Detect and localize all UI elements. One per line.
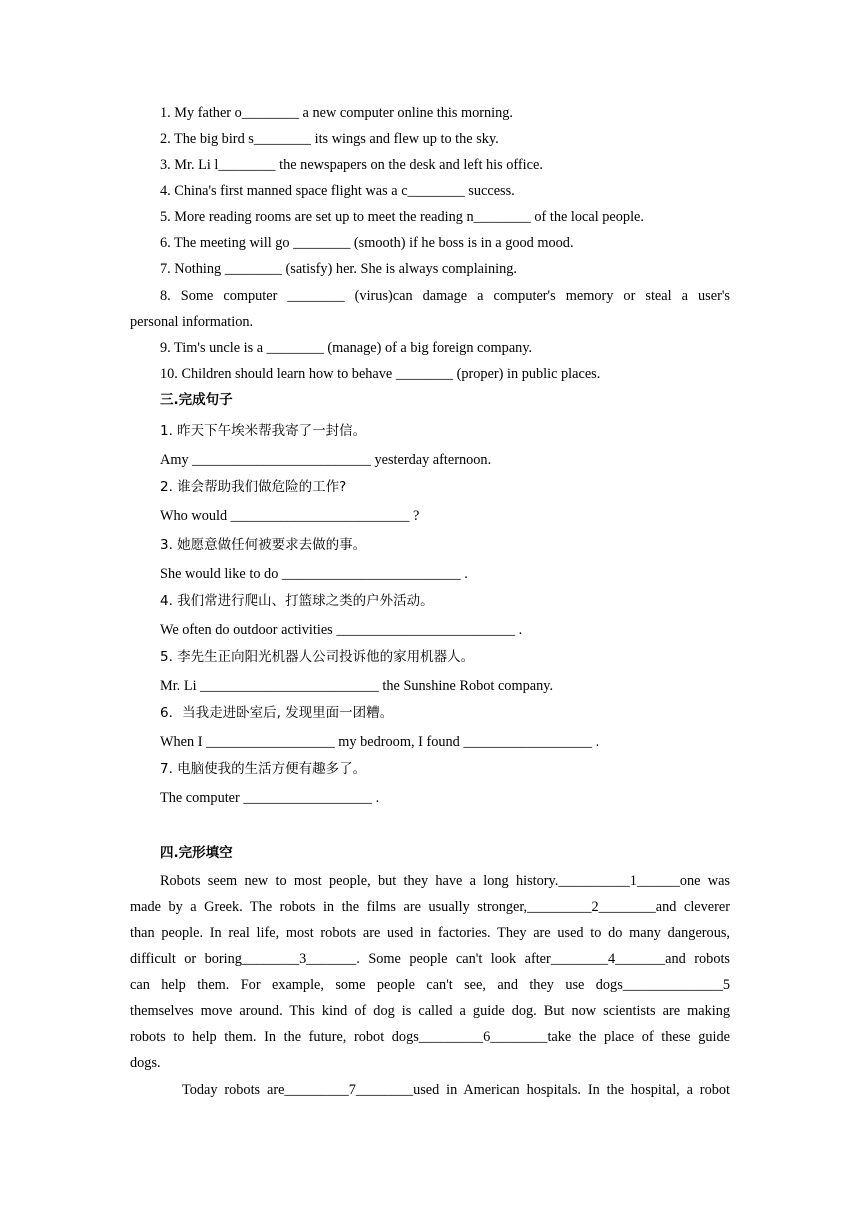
sentence-7-english: The computer __________________ .	[160, 790, 380, 806]
sentence-1-english: Amy _________________________ yesterday afternoon.	[160, 452, 492, 468]
sentence-4-english: We often do outdoor activities _________________________ .	[160, 622, 523, 638]
cloze-line-7: robots to help them. In the future, robot dogs_________6________take the place of these guide	[130, 1029, 730, 1045]
cloze-line-3: than people. In real life, most robots are used in factories. They are used to do many dangerous,	[130, 925, 730, 941]
exercise-item-7: 7. Nothing ________ (satisfy) her. She is always complaining.	[160, 261, 517, 277]
cloze-line-6: themselves move around. This kind of dog is called a guide dog. But now scientists are making	[130, 1003, 730, 1019]
section-4-heading: 四.完形填空	[160, 845, 233, 861]
exercise-item-10: 10. Children should learn how to behave ________ (proper) in public places.	[160, 366, 601, 382]
sentence-6-english: When I __________________ my bedroom, I found __________________ .	[160, 734, 600, 750]
exercise-item-9: 9. Tim's uncle is a ________ (manage) of a big foreign company.	[160, 340, 533, 356]
cloze-line-4: difficult or boring________3_______. Some people can't look after________4_______and robots	[130, 951, 730, 967]
exercise-item-1: 1. My father o________ a new computer online this morning.	[160, 105, 513, 121]
section-3-heading: 三.完成句子	[160, 392, 233, 408]
exercise-item-8-continued: personal information.	[130, 314, 254, 330]
sentence-3-english: She would like to do _________________________ .	[160, 566, 468, 582]
sentence-5-chinese: 5. 李先生正向阳光机器人公司投诉他的家用机器人。	[160, 649, 475, 665]
cloze-line-2: made by a Greek. The robots in the films are usually stronger,_________2________and cleverer	[130, 899, 730, 915]
exercise-item-6: 6. The meeting will go ________ (smooth) if he boss is in a good mood.	[160, 235, 574, 251]
exercise-item-4: 4. China's first manned space flight was a c________ success.	[160, 183, 515, 199]
cloze-paragraph-2-line-1: Today robots are_________7________used in American hospitals. In the hospital, a robot	[182, 1082, 730, 1098]
cloze-line-5: can help them. For example, some people can't see, and they use dogs______________5	[130, 977, 730, 993]
exercise-item-8: 8. Some computer ________ (virus)can damage a computer's memory or steal a user's	[160, 288, 730, 304]
exercise-item-3: 3. Mr. Li l________ the newspapers on the desk and left his office.	[160, 157, 543, 173]
sentence-4-chinese: 4. 我们常进行爬山、打篮球之类的户外活动。	[160, 593, 434, 609]
sentence-6-chinese: 6．当我走进卧室后, 发现里面一团糟。	[160, 705, 394, 721]
sentence-2-english: Who would _________________________ ?	[160, 508, 420, 524]
cloze-line-1: Robots seem new to most people, but they have a long history.__________1______one was	[160, 873, 730, 889]
exercise-item-2: 2. The big bird s________ its wings and flew up to the sky.	[160, 131, 499, 147]
sentence-3-chinese: 3. 她愿意做任何被要求去做的事。	[160, 537, 367, 553]
sentence-2-chinese: 2. 谁会帮助我们做危险的工作?	[160, 479, 347, 495]
sentence-5-english: Mr. Li _________________________ the Sunshine Robot company.	[160, 678, 554, 694]
sentence-7-chinese: 7. 电脑使我的生活方便有趣多了。	[160, 761, 367, 777]
sentence-1-chinese: 1. 昨天下午埃米帮我寄了一封信。	[160, 423, 367, 439]
exercise-item-5: 5. More reading rooms are set up to meet the reading n________ of the local people.	[160, 209, 644, 225]
cloze-line-8: dogs.	[130, 1055, 161, 1071]
